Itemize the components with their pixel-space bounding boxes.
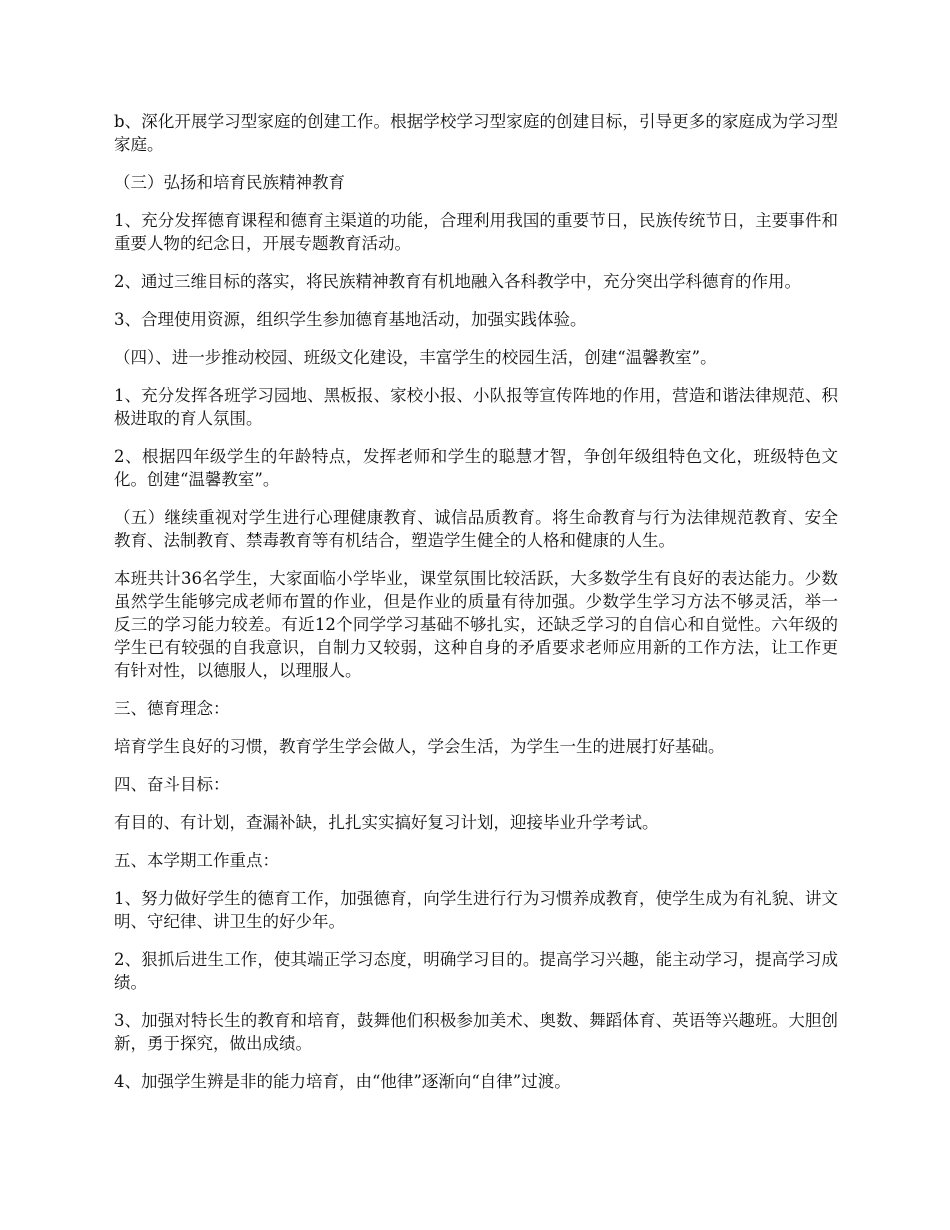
paragraph-class-situation: 本班共计36名学生，大家面临小学毕业，课堂氛围比较活跃，大多数学生有良好的表达能力。少数虽然学生能够完成老师布置的作业，但是作业的质量有待加强。少数学生学习方法不够灵活，举一反三的学习能力较差。有近12个同学学习基础不够扎实，还缺乏学习的自信心和自觉性。六年级的学生已有较强的自我意识，自制力又较弱，这种自身的矛盾要求老师应用新的工作方法，让工作更有针对性，以德服人，以理服人。 <box>114 569 838 680</box>
paragraph-resources: 3、合理使用资源，组织学生参加德育基地活动，加强实践体验。 <box>114 310 587 329</box>
heading-national-spirit: （三）弘扬和培育民族精神教育 <box>114 173 345 192</box>
heading-moral-philosophy: 三、德育理念： <box>114 699 230 718</box>
paragraph-grade-four: 2、根据四年级学生的年龄特点，发挥老师和学生的聪慧才智，争创年级组特色文化，班级特色文化。创建“温馨教室”。 <box>114 447 838 489</box>
paragraph-family-learning: b、深化开展学习型家庭的创建工作。根据学校学习型家庭的创建目标，引导更多的家庭成为学习型家庭。 <box>114 112 838 154</box>
paragraph-key-work-1: 1、努力做好学生的德育工作，加强德育，向学生进行行为习惯养成教育，使学生成为有礼貌、讲文明、守纪律、讲卫生的好少年。 <box>114 889 838 931</box>
paragraph-key-work-4: 4、加强学生辨是非的能力培育，由“他律”逐渐向“自律”过渡。 <box>114 1072 571 1091</box>
paragraph-goals: 有目的、有计划，查漏补缺，扎扎实实搞好复习计划，迎接毕业升学考试。 <box>114 813 659 832</box>
paragraph-key-work-3: 3、加强对特长生的教育和培育，鼓舞他们积极参加美术、奥数、舞蹈体育、英语等兴趣班。大胆创新，勇于探究，做出成绩。 <box>114 1011 838 1053</box>
paragraph-moral-courses: 1、充分发挥德育课程和德育主渠道的功能，合理利用我国的重要节日，民族传统节日，主要事件和重要人物的纪念日，开展专题教育活动。 <box>114 211 838 253</box>
paragraph-publicity: 1、充分发挥各班学习园地、黑板报、家校小报、小队报等宣传阵地的作用，营造和谐法律规范、积极进取的育人氛围。 <box>114 386 838 428</box>
heading-campus-culture: （四）、进一步推动校园、班级文化建设，丰富学生的校园生活，创建“温馨教室”。 <box>114 348 717 367</box>
paragraph-three-dimensional-goals: 2、通过三维目标的落实，将民族精神教育有机地融入各科教学中，充分突出学科德育的作用。 <box>114 272 801 291</box>
paragraph-moral-philosophy: 培育学生良好的习惯，教育学生学会做人，学会生活，为学生一生的进展打好基础。 <box>114 737 725 756</box>
heading-mental-health: （五）继续重视对学生进行心理健康教育、诚信品质教育。将生命教育与行为法律规范教育、安全教育、法制教育、禁毒教育等有机结合，塑造学生健全的人格和健康的人生。 <box>114 508 838 550</box>
heading-goals: 四、奋斗目标： <box>114 775 230 794</box>
heading-key-work: 五、本学期工作重点： <box>114 851 279 870</box>
paragraph-key-work-2: 2、狠抓后进生工作，使其端正学习态度，明确学习目的。提高学习兴趣，能主动学习，提高学习成绩。 <box>114 950 838 992</box>
